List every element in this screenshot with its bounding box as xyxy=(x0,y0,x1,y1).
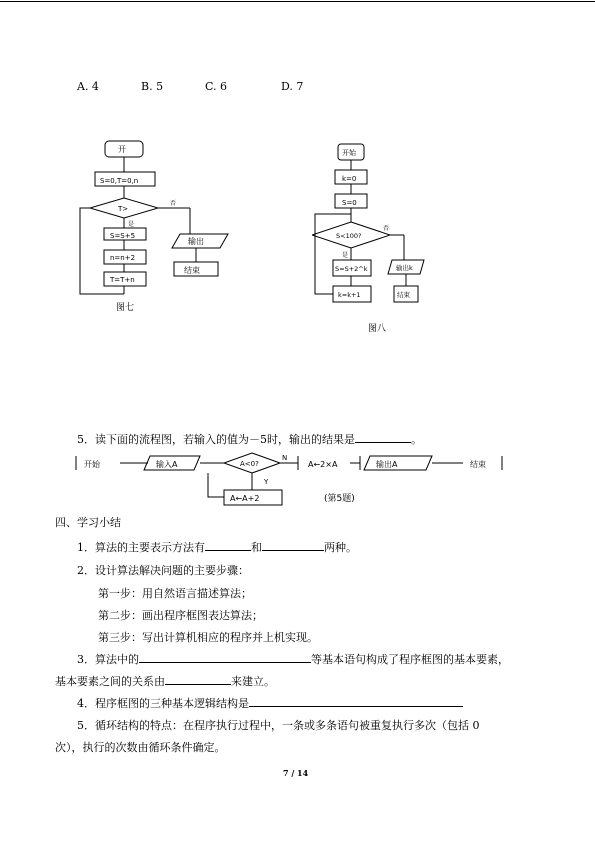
summary-step-3: 第三步：写出计算机相应的程序并上机实现。 xyxy=(98,631,318,644)
fig8-yes-label: 是 xyxy=(342,252,349,259)
summary-heading: 四、学习小结 xyxy=(55,516,121,529)
choice-a: A. 4 xyxy=(77,80,99,93)
figure-8-flowchart xyxy=(312,140,452,340)
q5-text: 5．读下面的流程图，若输入的值为－5时，输出的结果是 xyxy=(77,433,355,446)
q5-input-text: 输入A xyxy=(156,460,178,469)
q5-output-box xyxy=(364,456,432,470)
fig7-step1-text: S=S+5 xyxy=(110,232,136,240)
fig8-no-label: 否 xyxy=(383,225,390,232)
fig8-body2-text: k=k+1 xyxy=(338,291,361,299)
fig8-init1-text: k=0 xyxy=(342,175,357,183)
q5-output-text: 输出A xyxy=(376,460,398,469)
fig7-no-label: 否 xyxy=(170,200,177,207)
summary-item-3-cont xyxy=(55,673,275,689)
summary-item-1 xyxy=(77,539,357,555)
q5-flowchart xyxy=(70,450,520,512)
figure-7-flowchart xyxy=(70,138,240,318)
summary-item-1-text-a: 1．算法的主要表示方法有 xyxy=(77,541,205,554)
fig7-end-text: 结束 xyxy=(184,266,200,275)
summary-item-1-text-b: 和 xyxy=(251,541,262,554)
q5-prompt xyxy=(77,431,422,447)
summary-step-2: 第二步：画出程序框图表达算法； xyxy=(98,609,263,622)
fig7-step3-text: T=T+n xyxy=(110,276,135,284)
fig7-yes-label: 是 xyxy=(128,221,135,228)
summary-item-1-blank-1[interactable] xyxy=(205,539,251,551)
fig8-start-text: 开始 xyxy=(342,149,356,157)
summary-item-3-text-d: 来建立。 xyxy=(231,675,275,688)
q5-answer-blank[interactable] xyxy=(355,431,411,443)
summary-item-3-blank-1[interactable] xyxy=(139,651,311,663)
fig7-init-text: S=0,T=0,n xyxy=(100,177,139,185)
summary-item-4 xyxy=(77,695,463,711)
fig7-output-text: 输出 xyxy=(188,237,204,246)
q5-tail: 。 xyxy=(411,433,422,446)
choice-c: C. 6 xyxy=(205,80,228,93)
fig8-cond-text: S<100? xyxy=(336,232,362,240)
summary-item-3-text-a: 3．算法中的 xyxy=(77,653,139,666)
summary-item-3 xyxy=(77,651,509,667)
summary-item-2: 2．设计算法解决问题的主要步骤： xyxy=(77,564,249,577)
q5-cond-text: A<0? xyxy=(240,460,259,468)
summary-item-3-text-c: 基本要素之间的关系由 xyxy=(55,675,165,688)
q5-start-text: 开始 xyxy=(84,460,100,469)
summary-step-1: 第一步：用自然语言描述算法； xyxy=(98,587,252,600)
summary-item-4-text: 4．程序框图的三种基本逻辑结构是 xyxy=(77,697,249,710)
summary-item-1-text-c: 两种。 xyxy=(324,541,357,554)
fig8-caption: 图八 xyxy=(368,324,387,334)
fig8-body1-text: S=S+2^k xyxy=(335,265,368,273)
summary-item-4-blank[interactable] xyxy=(249,695,463,707)
summary-item-3-blank-2[interactable] xyxy=(165,673,231,685)
header-rule xyxy=(0,1,595,2)
fig8-output-text: 输出k xyxy=(396,264,413,272)
q5-loop-text: A←A+2 xyxy=(230,494,260,503)
fig7-caption: 图七 xyxy=(116,303,135,313)
fig8-end-text: 结束 xyxy=(397,291,410,299)
choice-b: B. 5 xyxy=(141,80,164,93)
q5-assign-text: A←2×A xyxy=(308,460,338,469)
summary-item-3-text-b: 等基本语句构成了程序框图的基本要素， xyxy=(311,653,509,666)
page-number: 7 / 14 xyxy=(283,768,309,778)
q5-flow-caption: (第5题) xyxy=(324,494,355,504)
choice-d: D. 7 xyxy=(281,80,304,93)
summary-item-5-cont: 次），执行的次数由循环条件确定。 xyxy=(55,741,226,754)
summary-item-5: 5．循环结构的特点：在程序执行过程中，一条或多条语句被重复执行多次（包括 0 xyxy=(77,719,480,732)
q5-no-label: N xyxy=(282,454,288,462)
q5-end-text: 结束 xyxy=(470,460,486,469)
summary-item-1-blank-2[interactable] xyxy=(262,539,324,551)
fig7-start-text: 开 xyxy=(118,145,126,154)
fig8-init2-text: S=0 xyxy=(342,199,357,207)
fig7-cond-text: T> xyxy=(118,205,129,213)
fig7-step2-text: n=n+2 xyxy=(110,254,136,262)
q5-yes-label: Y xyxy=(264,478,269,486)
